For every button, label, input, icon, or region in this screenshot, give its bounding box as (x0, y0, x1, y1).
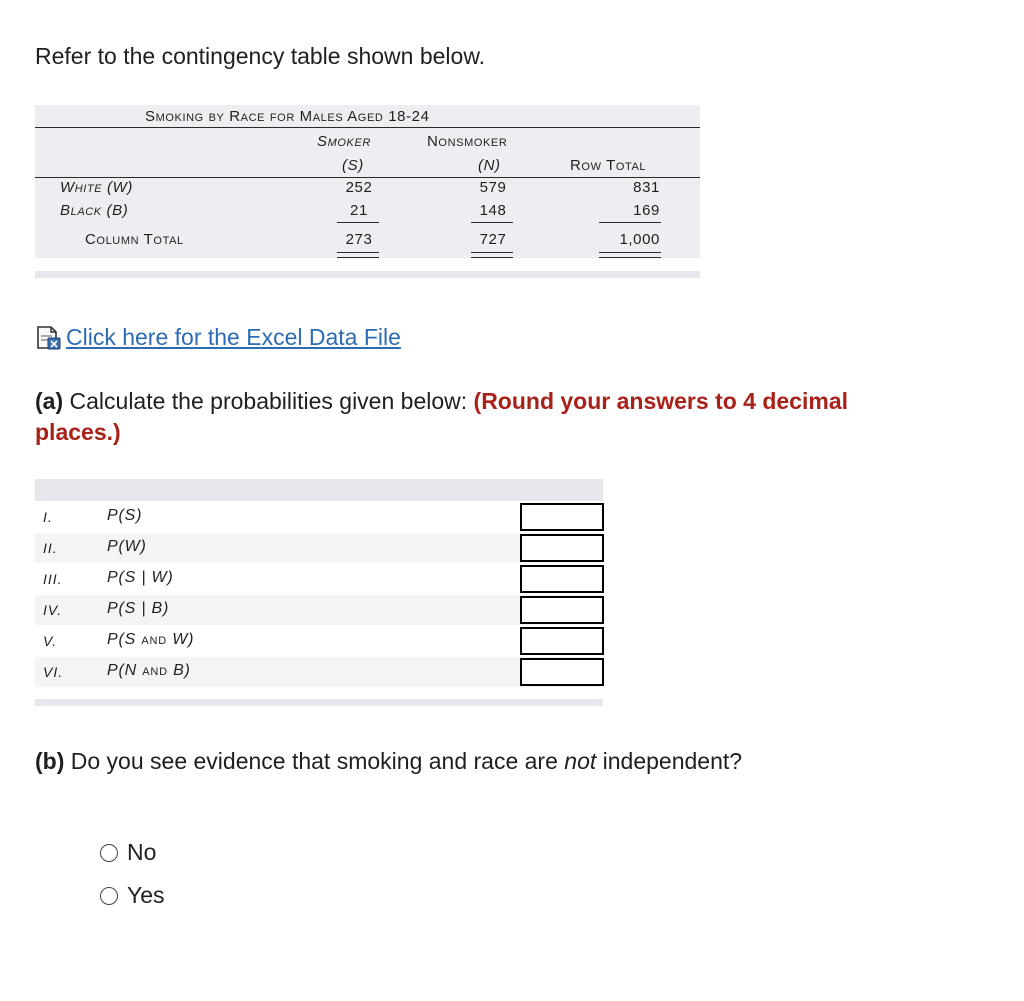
prob-row-6 (35, 657, 603, 687)
row-label-white: White (W) (60, 179, 133, 196)
cell-white-nonsmoker: 579 (479, 179, 507, 196)
cell-total-smoker: 273 (345, 231, 373, 248)
prob-numeral: I. (43, 509, 53, 525)
prob-row-1 (35, 502, 603, 532)
part-a-prefix: (a) (35, 388, 64, 414)
cell-black-total: 169 (633, 202, 660, 219)
row-label-column-total: Column Total (85, 231, 184, 248)
prob-label: P(S and W) (107, 631, 195, 648)
cell-white-smoker: 252 (345, 179, 373, 196)
cell-black-smoker: 21 (350, 202, 368, 219)
probabilities-table-header (35, 479, 603, 501)
prob-row-4 (35, 595, 603, 625)
table-top-rule (35, 127, 700, 128)
excel-data-link[interactable] (35, 324, 401, 351)
cell-total-grand: 1,000 (619, 231, 660, 248)
probabilities-table-footer (35, 699, 603, 706)
answer-input-p-s-and-w[interactable] (520, 627, 604, 655)
contingency-table (35, 105, 700, 258)
part-b-prompt (35, 748, 742, 775)
radio-label-yes: Yes (127, 882, 165, 908)
underline-smoker (337, 222, 379, 223)
col-header-row-total: Row Total (570, 157, 647, 174)
part-b-text-after: independent? (596, 748, 743, 774)
double-rule-total (599, 252, 661, 258)
part-a-instruction: (Round your answers to 4 decimal places.) (35, 388, 848, 445)
table-bottom-bar (35, 271, 700, 278)
prob-row-2 (35, 533, 603, 563)
radio-label-no: No (127, 839, 157, 865)
prob-label: P(N and B) (107, 662, 191, 679)
col-header-nonsmoker: Nonsmoker (427, 133, 508, 150)
cell-black-nonsmoker: 148 (479, 202, 507, 219)
prob-numeral: III. (43, 571, 63, 587)
document-icon (35, 326, 61, 350)
excel-link-text[interactable]: Click here for the Excel Data File (66, 324, 401, 350)
col-header-nonsmoker-abbr: (N) (478, 157, 501, 174)
answer-input-p-s-given-b[interactable] (520, 596, 604, 624)
row-label-black: Black (B) (60, 202, 129, 219)
cell-total-nonsmoker: 727 (479, 231, 507, 248)
prob-numeral: VI. (43, 664, 64, 680)
radio-option-no[interactable] (100, 839, 156, 866)
underline-total (599, 222, 661, 223)
radio-button-icon[interactable] (100, 844, 118, 862)
radio-option-yes[interactable] (100, 882, 165, 909)
table-title: Smoking by Race for Males Aged 18-24 (145, 108, 430, 125)
header-rule (35, 177, 700, 178)
prob-label: P(S | B) (107, 600, 170, 617)
part-b-prefix: (b) (35, 748, 65, 774)
cell-white-total: 831 (633, 179, 660, 196)
answer-input-p-s[interactable] (520, 503, 604, 531)
prob-numeral: II. (43, 540, 58, 556)
part-b-emphasis: not (564, 748, 597, 774)
double-rule-nonsmoker (471, 252, 513, 258)
prob-numeral: V. (43, 633, 58, 649)
part-a-prompt (35, 386, 935, 448)
intro-text: Refer to the contingency table shown below. (35, 43, 486, 69)
answer-input-p-w[interactable] (520, 534, 604, 562)
prob-label: P(S) (107, 507, 143, 524)
answer-input-p-s-given-w[interactable] (520, 565, 604, 593)
part-b-text-before: Do you see evidence that smoking and race are (64, 748, 565, 774)
prob-label: P(W) (107, 538, 147, 555)
prob-numeral: IV. (43, 602, 63, 618)
col-header-smoker: Smoker (317, 133, 371, 150)
radio-button-icon[interactable] (100, 887, 118, 905)
prob-row-5 (35, 626, 603, 656)
prob-row-3 (35, 564, 603, 594)
col-header-smoker-abbr: (S) (342, 157, 364, 174)
answer-input-p-n-and-b[interactable] (520, 658, 604, 686)
prob-label: P(S | W) (107, 569, 174, 586)
underline-nonsmoker (471, 222, 513, 223)
double-rule-smoker (337, 252, 379, 258)
part-a-text: Calculate the probabilities given below: (63, 388, 474, 414)
